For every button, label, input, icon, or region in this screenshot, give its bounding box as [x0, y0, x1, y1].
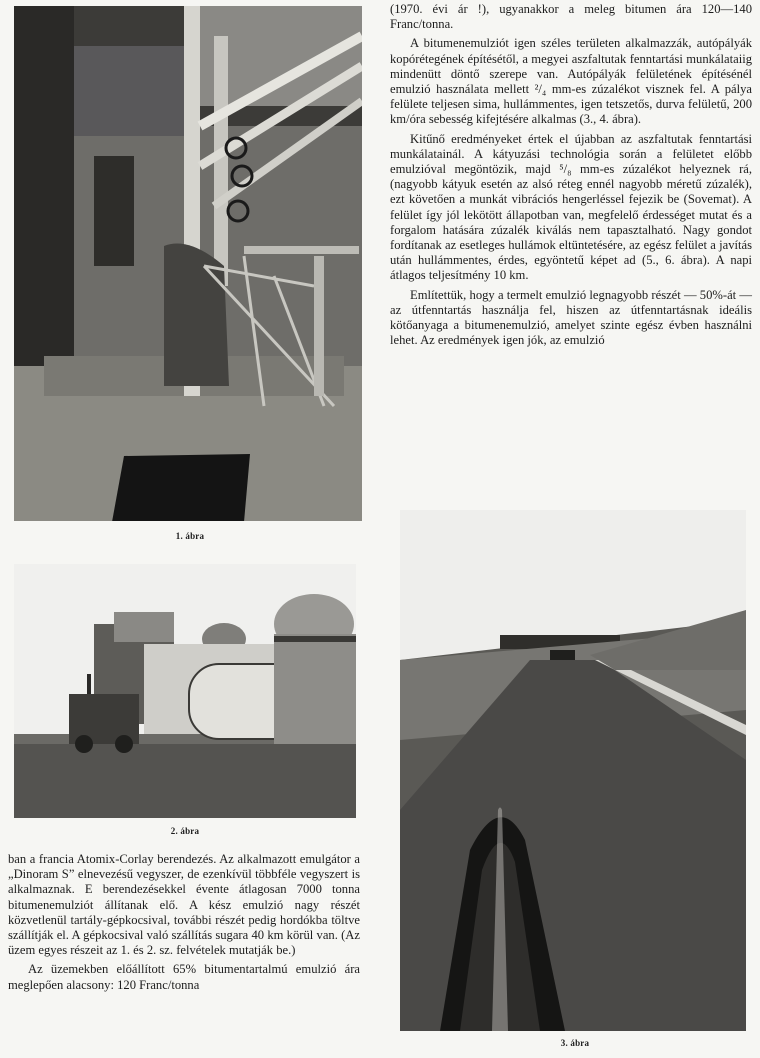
paragraph: Kitűnő eredményeket értek el újabban az aszfaltutak fenntartási munkálatainál. A kátyuzási technológia során a felületet előbb emulzióval megöntözik, majd ⁵/₈ mm-es zúzalékot helyeznek rá, (nagyobb kátyuk esetén az alsó réteg ennél nagyobb méretű zúzalék), ezt követően a munkát vibrációs hengerléssel fejezik be (Sovemat). A felület így jól lekötött állapotban van, megfelelő érdességet mutat és a forgalom hatására zúzalék kiválás nem tapasztalható. Nagy gondot fordítanak az esetleges hullámok eltüntetésére, az egész felület a javítás után hullámmentes, érdes, egyöntetű képet ad (5., 6. ábra). A napi átlagos teljesítmény 10 km. [390, 131, 752, 283]
left-column-text [8, 852, 360, 993]
figure-1-photo [14, 6, 362, 521]
figure-2-caption: 2. ábra [170, 826, 200, 836]
paragraph: (1970. évi ár !), ugyanakkor a meleg bitumen ára 120—140 Franc/tonna. [390, 2, 752, 32]
paragraph: Az üzemekben előállított 65% bitumentartalmú emulzió ára meglepően alacsony: 120 Franc/tonna [8, 962, 360, 992]
figure-3-photo [400, 510, 746, 1031]
paragraph: Említettük, hogy a termelt emulzió legnagyobb részét — 50%-át — az útfenntartás használja fel, hiszen az útfenntartásnak ideális kötőanyaga a bitumenemulzió, amelyet szinte egész évben használni lehet. Az eredmények igen jók, az emulzió [390, 287, 752, 348]
paragraph: A bitumenemulziót igen széles területen alkalmazzák, autópályák kopórétegének építésétől, a megyei aszfaltutak fenntartási munkálataiig mindenütt döntő szerepe van. Autópályák felületének építésénél emulzió használata mellett ²/₄ mm-es zúzalékot visznek fel. A pálya felülete teljesen sima, hullámmentes, igen tetszetős, durva felületű, 200 km/óra sebesség kifejtésére alkalmas (3., 4. ábra). [390, 36, 752, 127]
paragraph: ban a francia Atomix-Corlay berendezés. Az alkalmazott emulgátor a „Dinoram S” elnevezésű vegyszer, de ezenkívül többféle vegyszert is alkalmaznak. E berendezésekkel évente átlagosan 7000 tonna bitumenemulziót állítanak elő. A kész emulzió nagy részét közvetlenül tartály-gépkocsival, további részét pedig hordókba töltve szállítják el. A gépkocsival való szállítás sugara 40 km körül van. (Az üzem egyes részeit az 1. és 2. sz. felvételek mutatják be.) [8, 852, 360, 958]
right-column-text [390, 2, 752, 348]
figure-3-caption: 3. ábra [560, 1038, 590, 1048]
figure-2-photo [14, 564, 356, 818]
figure-1-caption: 1. ábra [175, 531, 205, 541]
